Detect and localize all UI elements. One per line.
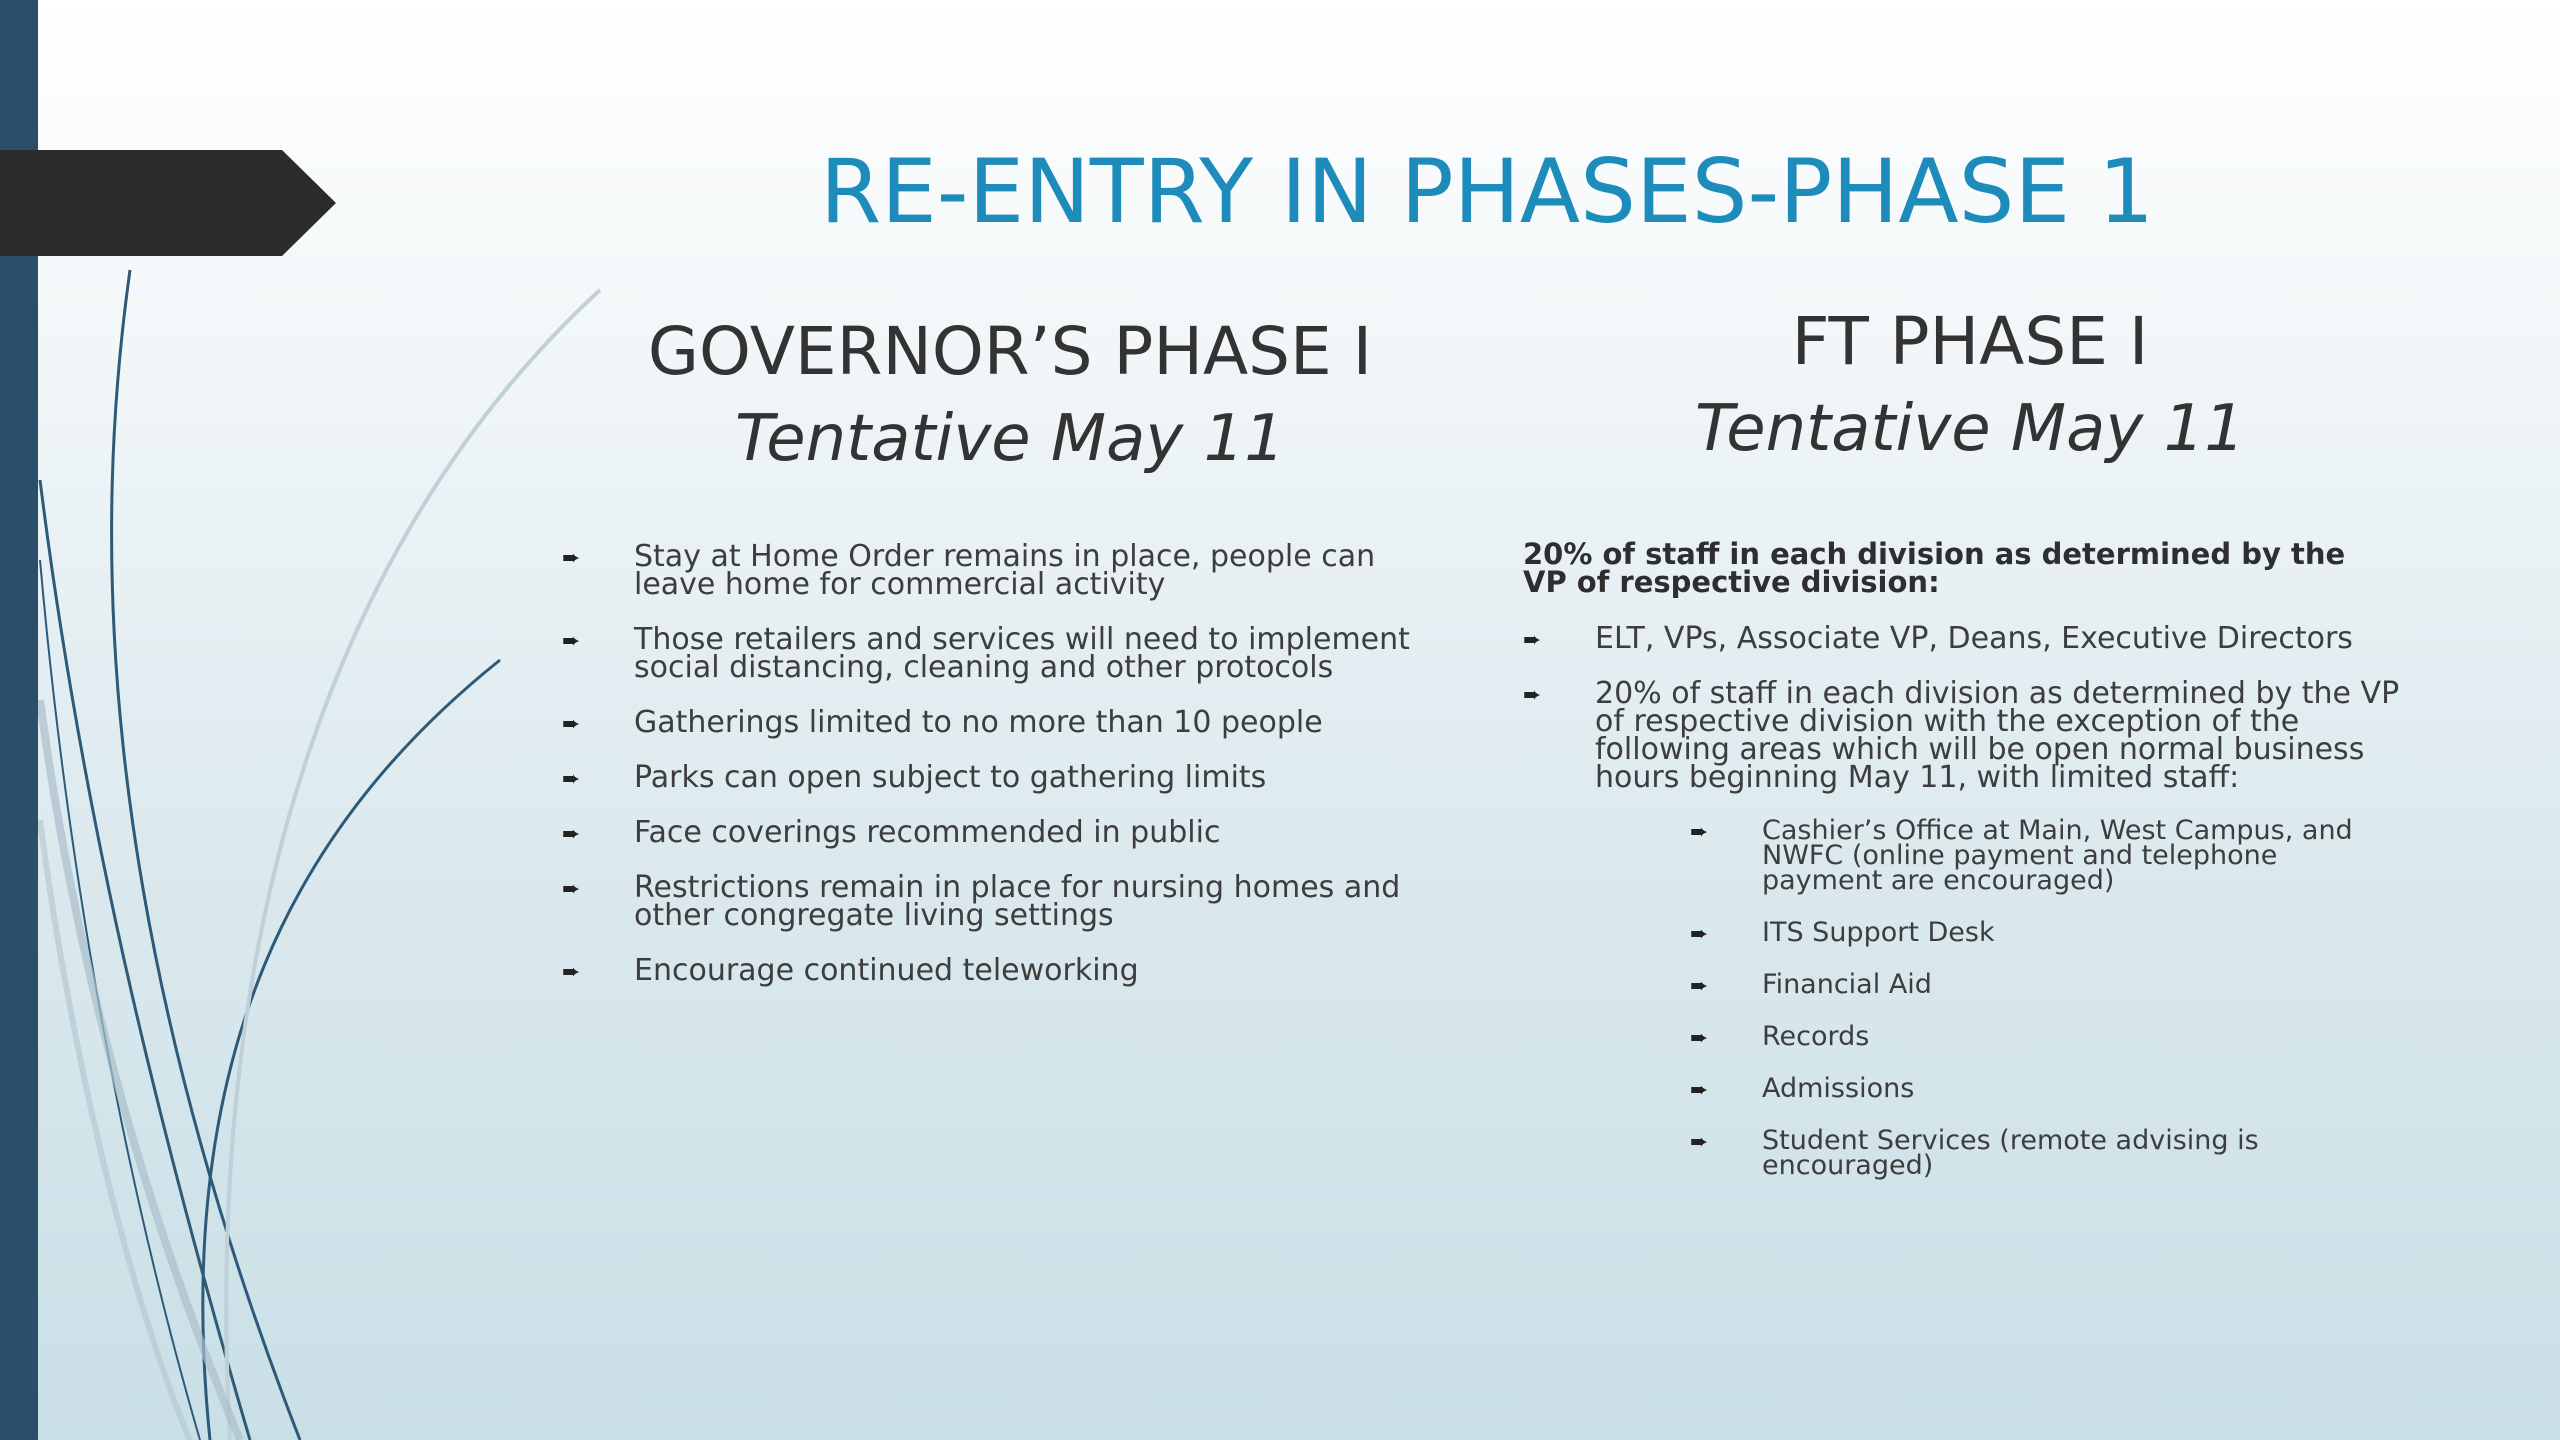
arrow-bullet-icon: ➨ [562, 822, 581, 847]
arrow-bullet-icon: ➨ [562, 960, 581, 985]
governor-subheading: Tentative May 11 [735, 402, 1285, 477]
ft-subheading: Tentative May 11 [1695, 392, 2245, 467]
arrow-bullet-icon: ➨ [562, 629, 581, 654]
governor-bullet-list [562, 539, 1462, 1012]
list-item: ➨ Gatherings limited to no more than 10 people [562, 705, 1323, 740]
sub-list-item: ➨ Student Services (remote advising is encouraged) [1690, 1125, 2259, 1181]
list-item: ➨ ELT, VPs, Associate VP, Deans, Executive Directors [1523, 621, 2353, 656]
ft-column-header [1520, 302, 2420, 468]
list-item: ➨ Face coverings recommended in public [562, 815, 1221, 850]
arrow-bullet-icon: ➨ [562, 877, 581, 902]
ft-heading: FT PHASE I [1791, 303, 2149, 380]
arrow-bullet-icon: ➨ [1523, 683, 1542, 708]
ft-sub-list [1595, 815, 2403, 1181]
arrow-bullet-icon: ➨ [1690, 1078, 1709, 1103]
sub-list-item: ➨ Financial Aid [1690, 969, 1932, 1000]
list-item: ➨ 20% of staff in each division as determined by the VP of respective division with the exception of the following areas which will be open normal business hours beginning May 11, with limited staff: ➨ Cashier’s Office at Main, West Campus, and NWFC (online payment and telephone payment are encouraged) ➨ ITS Support Desk ➨ Financial Aid ➨ Records ➨ Admissions ➨ Student Services (remote advising is encouraged) [1523, 680, 2403, 1178]
arrow-bullet-icon: ➨ [562, 767, 581, 792]
arrow-bullet-icon: ➨ [1690, 1130, 1709, 1155]
title-accent-tab [0, 150, 336, 256]
sub-list-item: ➨ Records [1690, 1021, 1870, 1052]
arrow-bullet-icon: ➨ [1523, 628, 1542, 653]
sub-list-item: ➨ ITS Support Desk [1690, 917, 1995, 948]
arrow-bullet-icon: ➨ [1690, 922, 1709, 947]
arrow-bullet-icon: ➨ [1690, 1026, 1709, 1051]
list-item: ➨ Parks can open subject to gathering limits [562, 760, 1267, 795]
list-item: ➨ Restrictions remain in place for nursing homes and other congregate living settings [562, 870, 1401, 933]
list-item: ➨ Those retailers and services will need to implement social distancing, cleaning and other protocols [562, 622, 1410, 685]
list-item: ➨ Stay at Home Order remains in place, people can leave home for commercial activity [562, 539, 1376, 602]
ft-bullet-list [1523, 621, 2403, 1205]
sub-list-item: ➨ Cashier’s Office at Main, West Campus, and NWFC (online payment and telephone payment are encouraged) [1690, 815, 2353, 896]
slide-title: RE-ENTRY IN PHASES-PHASE 1 [820, 140, 2155, 243]
arrow-bullet-icon: ➨ [562, 546, 581, 571]
list-item: ➨ Encourage continued teleworking [562, 953, 1139, 988]
ft-intro-text: 20% of staff in each division as determined by the VP of respective division: [1523, 537, 2346, 599]
governor-column-header [560, 312, 1460, 478]
sub-list-item: ➨ Admissions [1690, 1073, 1915, 1104]
arrow-bullet-icon: ➨ [1690, 820, 1709, 845]
arrow-bullet-icon: ➨ [562, 712, 581, 737]
arrow-bullet-icon: ➨ [1690, 974, 1709, 999]
governor-heading: GOVERNOR’S PHASE I [647, 313, 1373, 390]
